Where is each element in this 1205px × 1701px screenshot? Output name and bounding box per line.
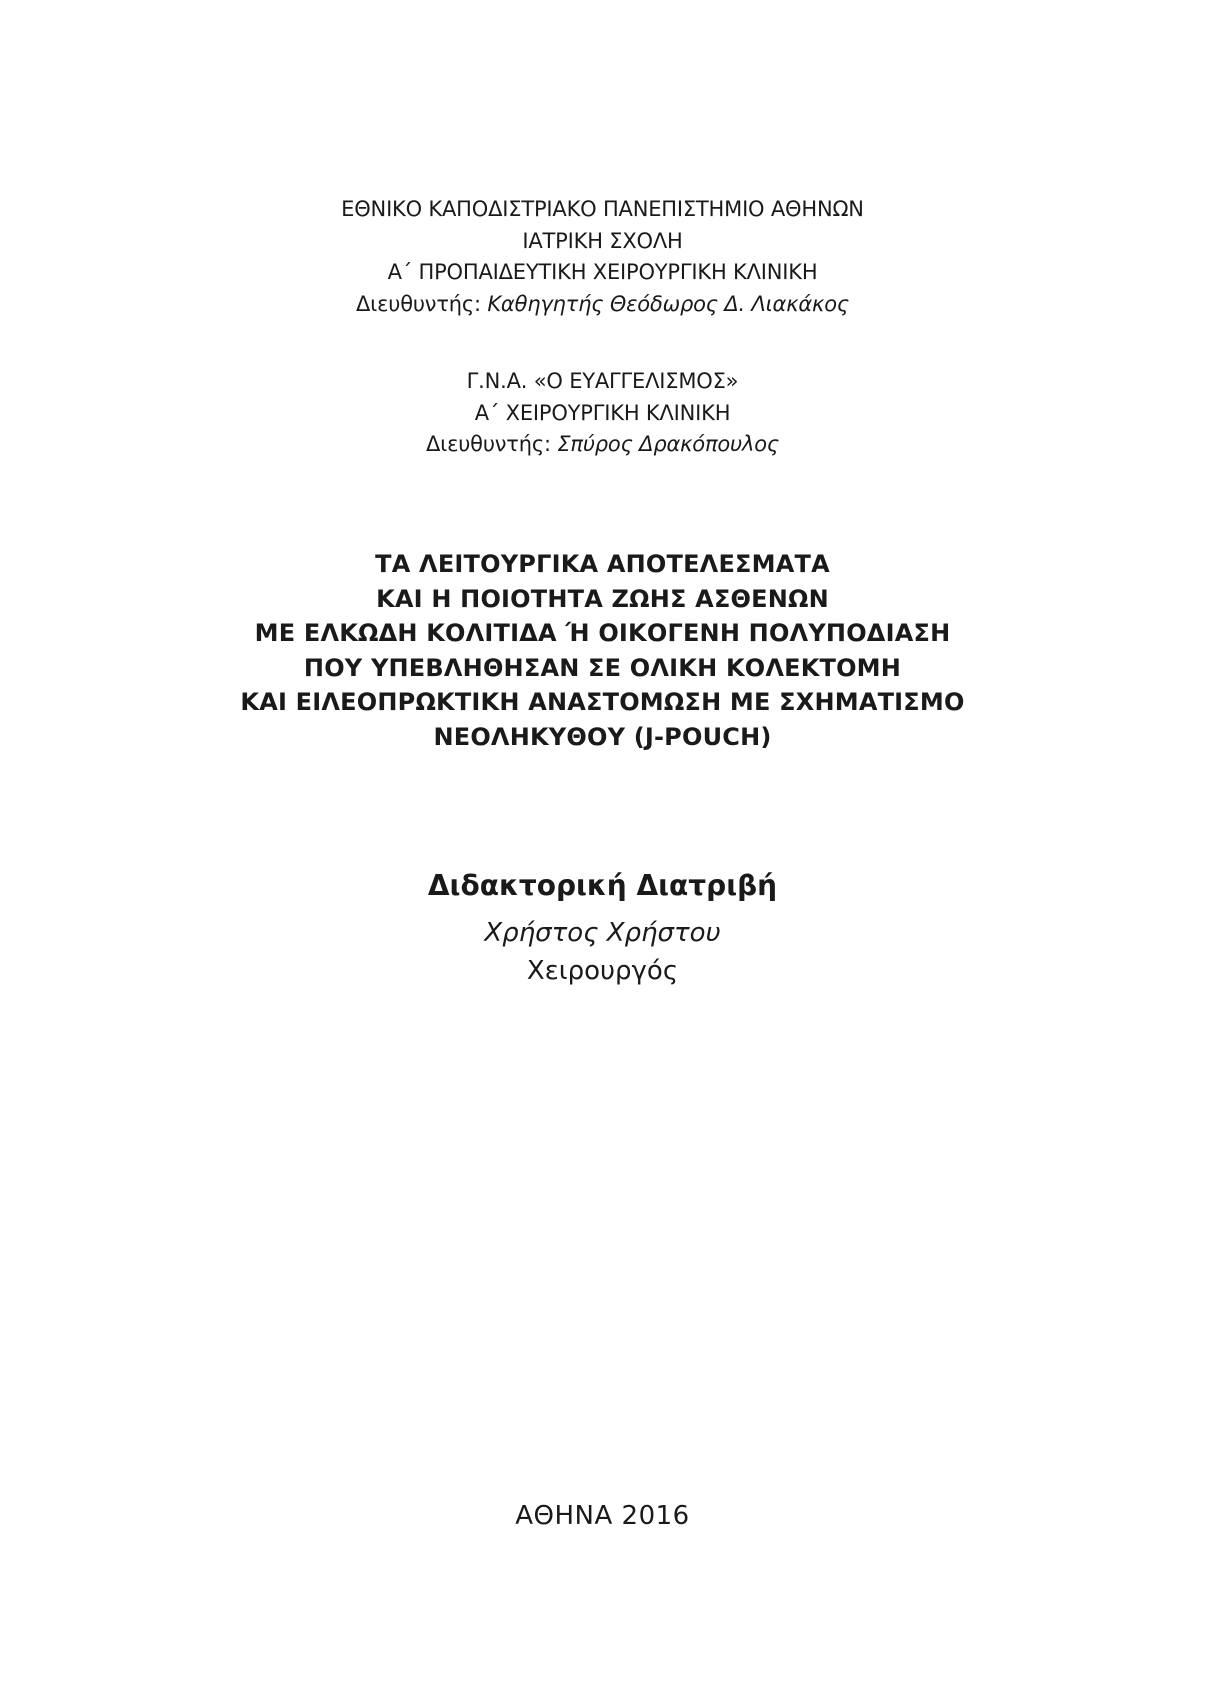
author-name: Χρήστος Χρήστου: [484, 918, 721, 948]
hospital-name: Γ.Ν.Α. «Ο ΕΥΑΓΓΕΛΙΣΜΟΣ»: [466, 369, 739, 393]
university-director-line: [0, 289, 1205, 321]
thesis-type: Διδακτορική Διατριβή: [427, 869, 778, 902]
hospital-clinic-name: Α΄ ΧΕΙΡΟΥΡΓΙΚΗ ΚΛΙΝΙΚΗ: [474, 400, 731, 425]
author-block: [0, 914, 1205, 990]
title-line: ΚΑΙ Η ΠΟΙΟΤΗΤΑ ΖΩΗΣ ΑΣΘΕΝΩΝ: [376, 584, 829, 613]
director-name: Καθηγητής Θεόδωρος Δ. Λιακάκος: [487, 291, 849, 316]
place-year: ΑΘΗΝΑ 2016: [515, 1501, 690, 1531]
thesis-title: [0, 547, 1205, 754]
author-profession: Χειρουργός: [526, 956, 679, 986]
title-line: ΜΕ ΕΛΚΩΔΗ ΚΟΛΙΤΙΔΑ Ή ΟΙΚΟΓΕΝΗ ΠΟΛΥΠΟΔΙΑΣΗ: [254, 619, 951, 647]
clinic-name: Α΄ ΠΡΟΠΑΙΔΕΥΤΙΚΗ ΧΕΙΡΟΥΡΓΙΚΗ ΚΛΙΝΙΚΗ: [387, 260, 818, 284]
university-block: [0, 194, 1205, 320]
hospital-block: [0, 366, 1205, 461]
hospital-director-line: [0, 429, 1205, 461]
director-label: Διευθυντής:: [356, 291, 481, 316]
university-name: ΕΘΝΙΚΟ ΚΑΠΟΔΙΣΤΡΙΑΚΟ ΠΑΝΕΠΙΣΤΗΜΙΟ ΑΘΗΝΩΝ: [341, 197, 864, 221]
director-name: Σπύρος Δρακόπουλος: [557, 432, 779, 456]
title-line: ΤΑ ΛΕΙΤΟΥΡΓΙΚΑ ΑΠΟΤΕΛΕΣΜΑΤΑ: [375, 550, 830, 578]
school-name: ΙΑΤΡΙΚΗ ΣΧΟΛΗ: [522, 228, 683, 253]
title-line: ΠΟΥ ΥΠΕΒΛΗΘΗΣΑΝ ΣΕ ΟΛΙΚΗ ΚΟΛΕΚΤΟΜΗ: [303, 653, 902, 682]
title-line: ΝΕΟΛΗΚΥΘΟΥ (J-POUCH): [433, 722, 772, 751]
director-label: Διευθυντής:: [426, 432, 551, 456]
title-line: ΚΑΙ ΕΙΛΕΟΠΡΩΚΤΙΚΗ ΑΝΑΣΤΟΜΩΣΗ ΜΕ ΣΧΗΜΑΤΙΣΜΟ: [240, 688, 965, 716]
